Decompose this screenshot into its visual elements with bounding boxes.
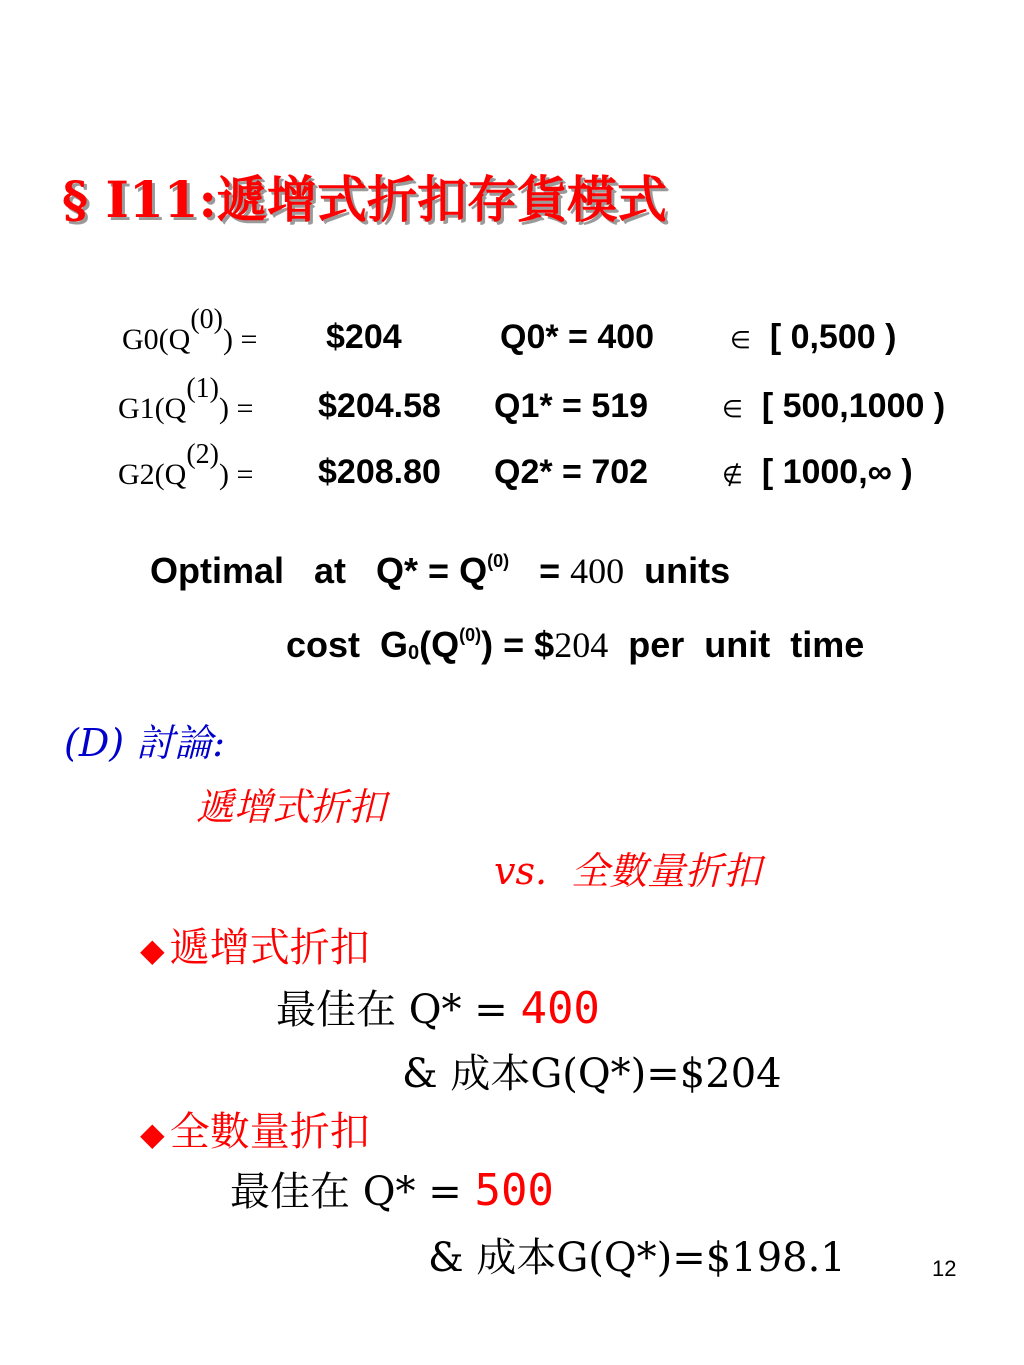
equation-row-0 <box>122 304 258 360</box>
g0-label: $G0(Q^{(0)})$ = <box>122 304 258 356</box>
equation-row-1 <box>118 373 254 429</box>
g2-cost: $208.80 <box>318 453 441 491</box>
g1-cost: $204.58 <box>318 387 441 425</box>
g2-label: $G2(Q^{(2)})$ = <box>118 439 254 491</box>
optimal-cost: 204 <box>554 625 609 665</box>
page-number: 12 <box>932 1256 957 1281</box>
bullet-heading: 全數量折扣 <box>169 1109 370 1155</box>
bullet-optimal-q: 最佳在 Q* = 400 <box>276 983 600 1034</box>
g0-cost: $204 <box>326 318 402 356</box>
bullet-all-units <box>140 1100 370 1157</box>
q2-interval: ∉ [ 1000,∞ ) <box>722 453 913 491</box>
versus-line: vs. 全數量折扣 <box>494 849 762 893</box>
diamond-bullet-icon: ◆ <box>140 1115 165 1153</box>
bullet-heading: 遞增式折扣 <box>169 925 370 971</box>
page-title: § I11:遞增式折扣存貨模式 <box>62 170 667 229</box>
q2-value: Q2* = 702 <box>494 453 649 491</box>
optimal-line: Optimal at $Q* = Q^{(0)}$ = 400 units <box>150 550 731 591</box>
equation-row-2 <box>118 439 254 495</box>
cost-line: cost $G0(Q^{(0)})$ = $204 per unit time <box>286 624 865 665</box>
q1-interval: ∈ [ 500,1000 ) <box>722 387 946 425</box>
element-of-icon: ∈ <box>722 395 743 423</box>
bullet-incremental <box>140 916 370 973</box>
optimal-q-value: 400 <box>520 983 600 1034</box>
optimal-q-value: 500 <box>474 1165 554 1216</box>
q0-interval: ∈ [ 0,500 ) <box>730 318 897 356</box>
bullet-optimal-q: 最佳在 Q* = 500 <box>230 1165 554 1216</box>
element-of-icon: ∈ <box>730 326 751 354</box>
not-element-of-icon: ∉ <box>722 461 743 489</box>
discussion-label: (D) 討論: <box>64 721 225 765</box>
q0-value: Q0* = 400 <box>500 318 655 356</box>
q1-value: Q1* = 519 <box>494 387 649 425</box>
bullet-cost: & 成本G(Q*)=$204 <box>402 1051 782 1097</box>
bullet-cost: & 成本G(Q*)=$198.1 <box>428 1235 846 1281</box>
g1-label: $G1(Q^{(1)})$ = <box>118 373 254 425</box>
incremental-discount-label: 遞增式折扣 <box>196 785 387 829</box>
diamond-bullet-icon: ◆ <box>140 931 165 969</box>
optimal-quantity: 400 <box>570 551 625 591</box>
